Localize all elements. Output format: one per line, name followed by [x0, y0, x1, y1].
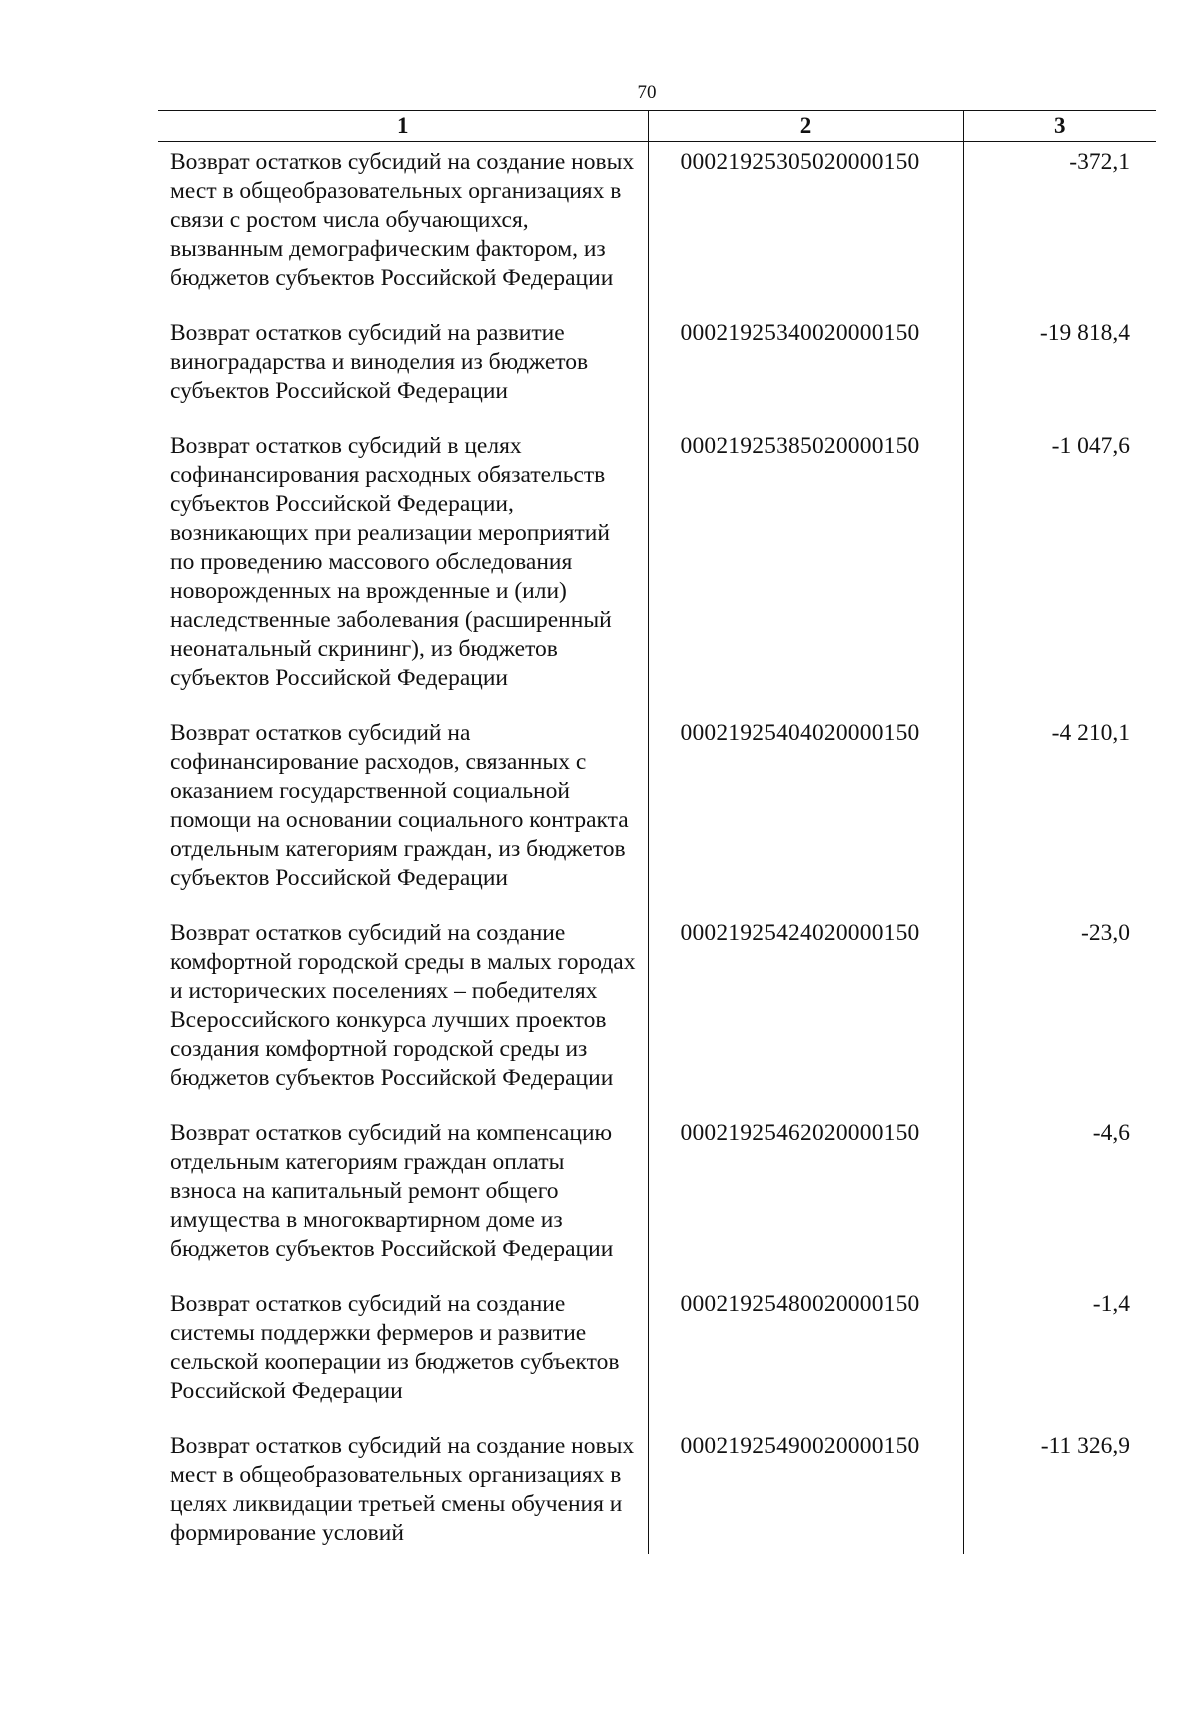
row-code-cell: 00021925404020000150	[648, 713, 963, 913]
table-row	[158, 313, 1156, 426]
budget-table	[158, 110, 1156, 1554]
row-name-cell: Возврат остатков субсидий на создание комфортной городской среды в малых городах и исторических поселениях – победителях Всероссийского конкурса лучших проектов создания комфортной городской среды из бюджетов субъектов Российской Федерации	[170, 920, 636, 1091]
row-name-cell: Возврат остатков субсидий в целях софинансирования расходных обязательств субъектов Российской Федерации, возникающих при реализации мероприятий по проведению массового обследования новорожденных на врожденные и (или) наследственные заболевания (расширенный неонатальный скрининг), из бюджетов субъектов Российской Федерации	[170, 433, 612, 691]
row-name-cell: Возврат остатков субсидий на создание новых мест в общеобразовательных организациях в целях ликвидации третьей смены обучения и формирование условий	[170, 1433, 635, 1546]
column-header-1: 1	[397, 113, 409, 138]
row-code-cell: 00021925340020000150	[648, 313, 963, 426]
row-name-cell: Возврат остатков субсидий на софинансирование расходов, связанных с оказанием государственной социальной помощи на основании социального контракта отдельным категориям граждан, из бюджетов субъектов Российской Федерации	[170, 720, 629, 891]
row-code-cell: 00021925424020000150	[648, 913, 963, 1113]
table-row	[158, 1284, 1156, 1426]
table-row	[158, 1113, 1156, 1284]
row-code-cell: 00021925490020000150	[648, 1426, 963, 1554]
table-row	[158, 1426, 1156, 1554]
table-row	[158, 913, 1156, 1113]
column-header-3: 3	[963, 111, 1156, 142]
row-value-cell: -11 326,9	[963, 1426, 1156, 1554]
row-name-cell: Возврат остатков субсидий на создание системы поддержки фермеров и развитие сельской кооперации из бюджетов субъектов Российской Федерации	[170, 1291, 620, 1404]
row-value-cell: -4,6	[963, 1113, 1156, 1284]
row-name-cell: Возврат остатков субсидий на компенсацию отдельным категориям граждан оплаты взноса на капитальный ремонт общего имущества в многоквартирном доме из бюджетов субъектов Российской Федерации	[170, 1120, 614, 1262]
row-value-cell: -19 818,4	[963, 313, 1156, 426]
row-value-cell: -372,1	[963, 142, 1156, 314]
row-name-cell: Возврат остатков субсидий на создание новых мест в общеобразовательных организациях в связи с ростом числа обучающихся, вызванным демографическим фактором, из бюджетов субъектов Российской Федерации	[170, 149, 635, 291]
budget-table-container	[158, 110, 1156, 1554]
row-name-cell: Возврат остатков субсидий на развитие виноградарства и виноделия из бюджетов субъектов Российской Федерации	[170, 320, 589, 404]
table-row	[158, 713, 1156, 913]
table-header-row	[158, 111, 1156, 142]
column-header-2: 2	[648, 111, 963, 142]
row-value-cell: -1 047,6	[963, 426, 1156, 713]
row-value-cell: -4 210,1	[963, 713, 1156, 913]
page-number: 70	[637, 82, 657, 103]
row-code-cell: 00021925480020000150	[648, 1284, 963, 1426]
row-value-cell: -1,4	[963, 1284, 1156, 1426]
table-row	[158, 142, 1156, 314]
table-row	[158, 426, 1156, 713]
row-code-cell: 00021925305020000150	[648, 142, 963, 314]
row-value-cell: -23,0	[963, 913, 1156, 1113]
row-code-cell: 00021925385020000150	[648, 426, 963, 713]
row-code-cell: 00021925462020000150	[648, 1113, 963, 1284]
